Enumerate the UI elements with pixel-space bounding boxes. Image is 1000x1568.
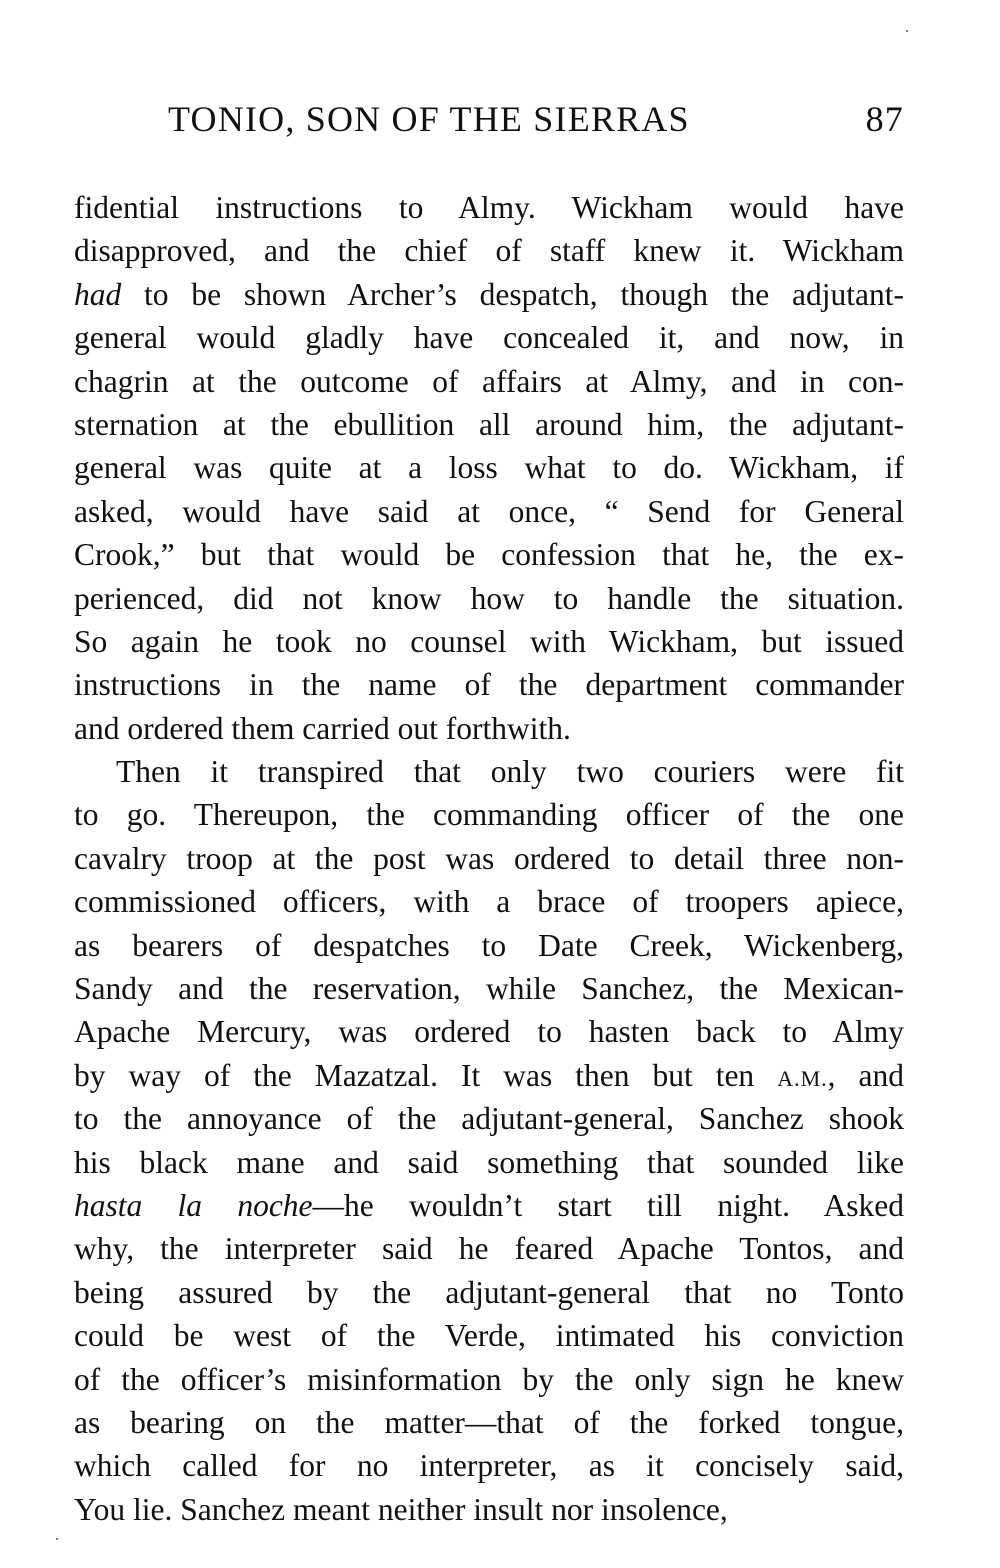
text-line [74,1444,904,1487]
text-segment: You lie. Sanchez meant neither insult nor insolence, [74,1491,728,1527]
text-segment: sternation at the ebullition all around him, the adjutant- [74,406,904,442]
text-segment: of the officer’s misinformation by the only sign he knew [74,1361,904,1397]
text-line [74,446,904,489]
text-line [74,490,904,533]
text-line [74,750,904,793]
text-segment: So again he took no counsel with Wickham, but issued [74,623,904,659]
text-line [74,1227,904,1270]
body-text [74,186,904,1531]
text-line [74,1097,904,1140]
text-segment: to be shown Archer’s despatch, though the adjutant- [121,276,904,312]
text-line [74,1054,904,1097]
text-line [74,316,904,359]
print-speck [56,1538,58,1540]
page-number: 87 [865,99,904,139]
text-line [74,1184,904,1227]
text-line [74,707,904,750]
text-segment: as bearing on the matter—that of the forked tongue, [74,1404,904,1440]
text-segment: fidential instructions to Almy. Wickham would have [74,190,904,225]
text-line [74,620,904,663]
text-segment: Sandy and the reservation, while Sanchez, the Mexican- [74,971,904,1007]
text-line [74,229,904,272]
text-line [74,1271,904,1314]
text-line [74,577,904,620]
text-segment: could be west of the Verde, intimated his conviction [74,1318,904,1354]
text-segment: commissioned officers, with a brace of troopers apiece, [74,884,904,920]
italic-segment: had [74,276,122,312]
text-segment: being assured by the adjutant-general that no Tonto [74,1274,904,1310]
text-line [74,837,904,880]
text-line [74,1488,904,1531]
text-line [74,967,904,1010]
text-line [74,403,904,446]
text-segment: why, the interpreter said he feared Apache Tontos, and [74,1231,904,1267]
text-segment: by way of the Mazatzal. It was then but ten [74,1057,778,1093]
text-line [74,880,904,923]
text-segment: —he wouldn’t start till night. Asked [312,1187,904,1223]
text-segment: to the annoyance of the adjutant-general, Sanchez shook [74,1101,904,1137]
text-segment: perienced, did not know how to handle the situation. [74,580,904,616]
text-line [74,1401,904,1444]
text-segment: asked, would have said at once, “ Send for General [74,493,904,529]
text-line [74,793,904,836]
text-line [74,533,904,576]
text-line [74,1141,904,1184]
text-line [74,1010,904,1053]
text-segment: general would gladly have concealed it, and now, in [74,320,904,356]
text-segment: general was quite at a loss what to do. Wickham, if [74,450,904,486]
text-segment: Apache Mercury, was ordered to hasten back to Almy [74,1014,904,1050]
text-line [74,186,904,229]
text-segment: Crook,” but that would be confession that he, the ex- [74,537,904,573]
text-segment: instructions in the name of the department commander [74,667,904,703]
small-caps-segment: A.M. [777,1065,828,1091]
chapter-title: TONIO, SON OF THE SIERRAS [168,99,690,139]
text-line [74,360,904,403]
text-line [74,1358,904,1401]
text-line [74,1314,904,1357]
text-line [74,663,904,706]
text-segment: , and [827,1057,904,1093]
text-segment: Then it transpired that only two couriers were fit [116,754,904,790]
text-segment: which called for no interpreter, as it concisely said, [74,1448,904,1484]
text-line [74,273,904,316]
text-segment: to go. Thereupon, the commanding officer of the one [74,797,904,833]
text-segment: chagrin at the outcome of affairs at Almy, and in con- [74,363,904,399]
italic-segment: hasta la noche [74,1187,313,1223]
text-segment: disapproved, and the chief of staff knew it. Wickham [74,233,904,269]
text-segment: cavalry troop at the post was ordered to detail three non- [74,840,904,876]
text-line [74,924,904,967]
text-segment: his black mane and said something that sounded like [74,1144,904,1180]
text-segment: as bearers of despatches to Date Creek, Wickenberg, [74,927,904,963]
text-segment: and ordered them carried out forthwith. [74,710,571,746]
print-speck [906,30,908,32]
running-head [168,98,904,158]
